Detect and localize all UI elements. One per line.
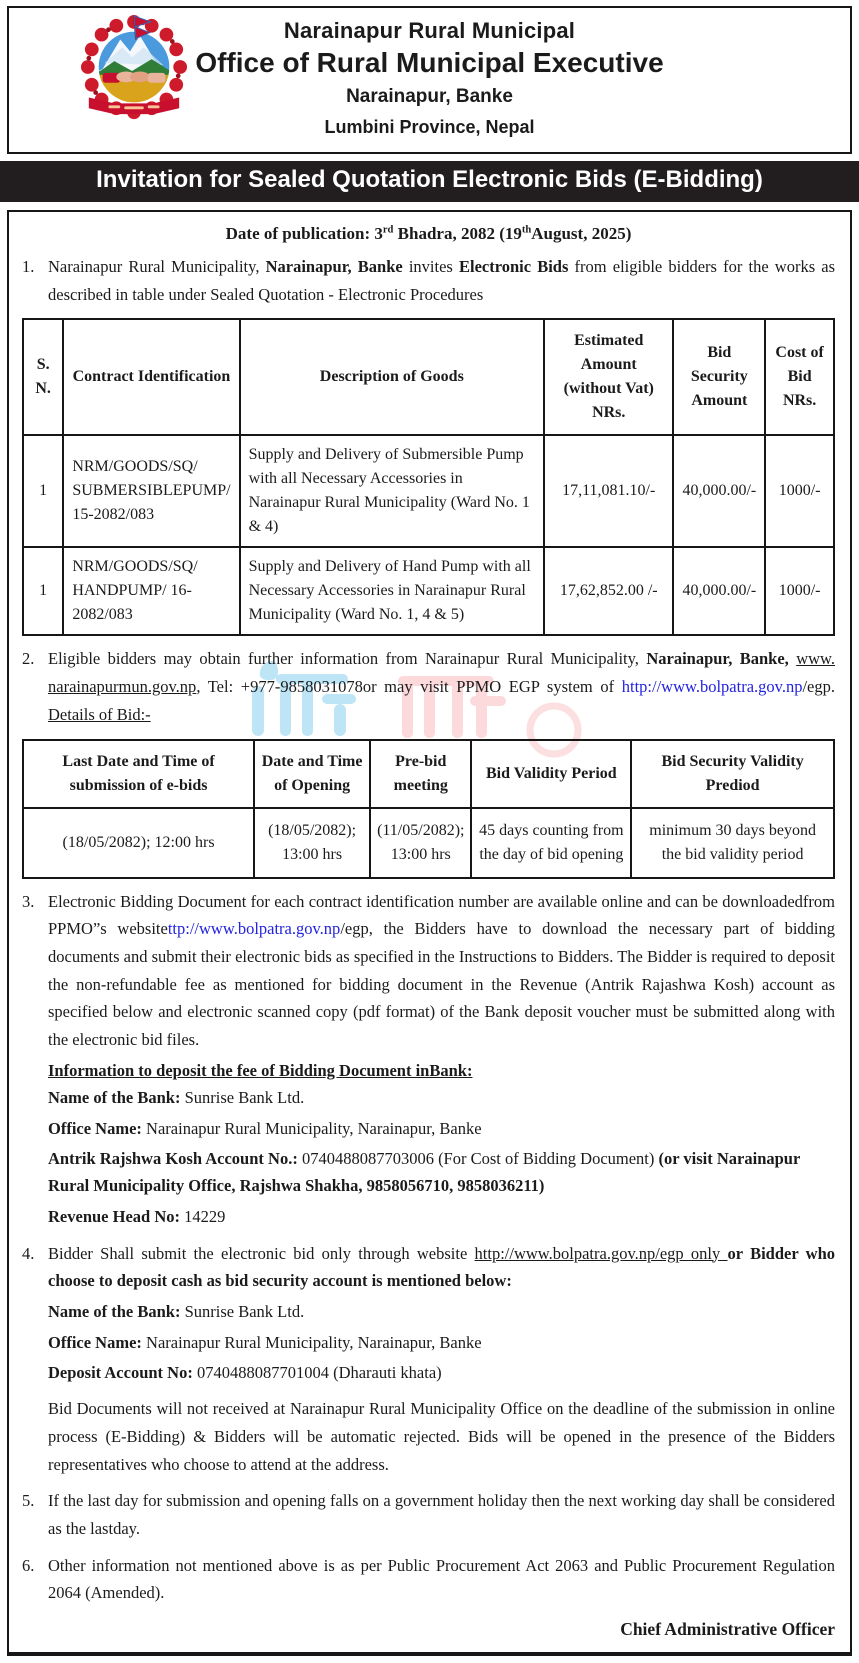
- text-segment: Eligible bidders may obtain further information from Narainapur Rural Municipality,: [48, 649, 647, 669]
- clause-6: [22, 1552, 835, 1607]
- column-header-estimated: Estimated Amount (without Vat) NRs.: [544, 319, 673, 435]
- org-name: Narainapur Rural Municipal: [283, 18, 576, 43]
- table-row: [23, 547, 834, 635]
- text-segment: Office Name:: [48, 1332, 142, 1352]
- text-segment: /egp.: [802, 677, 835, 697]
- office-name: Office of Rural Municipal Executive: [195, 47, 664, 78]
- text-segment: , Tel: +977-9858031078or may visit PPMO EGP system of: [196, 677, 622, 697]
- text-segment: (or visit Narainapur Rural Municipality Office, Rajshwa Shakha, 9858056710, 9858036211): [48, 1149, 800, 1196]
- text-segment: Name of the Bank:: [48, 1087, 181, 1107]
- text-segment: 14229: [179, 1206, 226, 1226]
- office-province: Lumbini Province, Nepal: [324, 117, 535, 137]
- text-segment: Antrik Rajshwa Kosh Account No.:: [48, 1149, 298, 1169]
- clause-4-text: [48, 1240, 835, 1295]
- deposit-account-line: [48, 1360, 835, 1387]
- cell-last-date: (18/05/2082); 12:00 hrs: [23, 808, 254, 878]
- contracts-table: [22, 318, 835, 636]
- text-segment: from eligible bidders for the works as described in table under Sealed Quotation - Electronic Procedures: [48, 257, 835, 304]
- clause-2: [22, 645, 835, 728]
- office-name-line: [48, 1330, 835, 1357]
- clause-3-text: [48, 888, 835, 1054]
- cell-cost: 1000/-: [765, 435, 834, 547]
- clause-4: [22, 1240, 835, 1295]
- notice-body: [7, 210, 852, 1656]
- clause-5: [22, 1487, 835, 1542]
- cell-validity: 45 days counting from the day of bid opening: [471, 808, 631, 878]
- clause-4-note: Bid Documents will not received at Narainapur Rural Municipality Office on the deadline of the submission in online process (E-Bidding) & Bidders will be automatic rejected. Bids will be opened in the presence of the Bidders representatives who choose to attend at the address.: [48, 1399, 835, 1474]
- clause-5-number: 5.: [22, 1491, 35, 1511]
- column-header-last-date: Last Date and Time of submission of e-bids: [23, 740, 254, 808]
- office-location: Narainapur, Banke: [346, 86, 513, 107]
- text-segment: Bhadra, 2082 (19: [393, 224, 522, 243]
- nepal-government-emblem-icon: [75, 14, 193, 124]
- text-segment: rd: [382, 224, 394, 236]
- text-segment: invites: [402, 257, 459, 276]
- text-segment: Narainapur Rural Municipality, Narainapur, Banke: [141, 1332, 482, 1352]
- column-header-description: Description of Goods: [240, 319, 544, 435]
- text-segment: 0740488087701004 (Dharauti khata): [192, 1363, 442, 1383]
- text-segment: or Bidder who choose to deposit cash as bid security account is mentioned below:: [48, 1243, 835, 1291]
- column-header-opening: Date and Time of Opening: [254, 740, 370, 808]
- clause-1: [22, 253, 835, 308]
- text-segment: th: [521, 224, 532, 236]
- text-segment: Details of Bid:-: [48, 704, 151, 724]
- notice-title: Invitation for Sealed Quotation Electronic Bids (E-Bidding): [96, 166, 763, 193]
- column-header-sec-validity: Bid Security Validity Prediod: [631, 740, 834, 808]
- table-row: [23, 435, 834, 547]
- revenue-head-line: [48, 1204, 835, 1231]
- clause-1-number: 1.: [22, 257, 35, 276]
- text-segment: /egp, the Bidders have to download the necessary part of bidding documents and submit their electronic bids as specified in the Instructions to Bidders. The Bidder is required to deposit the non-refundable fee as mentioned for bidding document in the Revenue (Antrik Rajashwa Kosh) account as specified below and electronic scanned copy (pdf format) of the Bank deposit voucher must be submitted along with the electronic bid files.: [48, 919, 835, 1050]
- cell-contract: NRM/GOODS/SQ/ HANDPUMP/ 16-2082/083: [63, 547, 239, 635]
- clause-5-text: If the last day for submission and opening falls on a government holiday then the next working day shall be considered as the lastday.: [48, 1491, 835, 1538]
- cell-description: Supply and Delivery of Hand Pump with all Necessary Accessories in Narainapur Rural Municipality (Ward No. 1, 4 & 5): [240, 547, 544, 635]
- contracts-table-header-row: [23, 319, 834, 435]
- text-segment: Sunrise Bank Ltd.: [180, 1301, 305, 1321]
- clause-1-text: [48, 253, 835, 308]
- text-segment: 0740488087703006 (For Cost of Bidding Document): [297, 1149, 659, 1169]
- text-segment: Name of the Bank:: [48, 1301, 181, 1321]
- inline-link[interactable]: www. narainapurmun.gov.np: [48, 649, 835, 697]
- inline-link[interactable]: http://www.bolpatra.gov.np: [621, 677, 803, 697]
- clause-6-number: 6.: [22, 1555, 35, 1575]
- column-header-validity: Bid Validity Period: [471, 740, 631, 808]
- notice-title-banner: [0, 161, 859, 202]
- bank-name-line: [48, 1085, 835, 1112]
- column-header-security: Bid Security Amount: [673, 319, 765, 435]
- text-segment: Revenue Head No:: [48, 1206, 180, 1226]
- cell-estimated: 17,62,852.00 /-: [544, 547, 673, 635]
- text-segment: Date of publication: 3: [225, 224, 383, 243]
- cell-sn: 1: [23, 435, 63, 547]
- text-segment: Narainapur Rural Municipality,: [48, 257, 266, 276]
- office-name-line: [48, 1116, 835, 1143]
- column-header-cost: Cost of Bid NRs.: [765, 319, 834, 435]
- clause-2-number: 2.: [22, 649, 35, 669]
- cell-prebid: (11/05/2082); 13:00 hrs: [370, 808, 471, 878]
- text-segment: Narainapur Rural Municipality, Narainapur, Banke: [141, 1118, 482, 1138]
- cell-cost: 1000/-: [765, 547, 834, 635]
- cell-contract: NRM/GOODS/SQ/ SUBMERSIBLEPUMP/ 15-2082/083: [63, 435, 239, 547]
- cell-estimated: 17,11,081.10/-: [544, 435, 673, 547]
- document-page: [0, 6, 859, 1656]
- text-segment: Sunrise Bank Ltd.: [180, 1087, 305, 1107]
- text-segment: Deposit Account No:: [48, 1363, 193, 1383]
- text-segment: Electronic Bidding Document for each contract identification number are available online and can be downloadedfrom PPMO”s website: [48, 891, 835, 939]
- cell-sn: 1: [23, 547, 63, 635]
- cell-security: 40,000.00/-: [673, 435, 765, 547]
- clause-3: [22, 888, 835, 1054]
- column-header-contract: Contract Identification: [63, 319, 239, 435]
- inline-link[interactable]: http://www.bolpatra.gov.np/egp only: [474, 1243, 728, 1263]
- clause-2-text: [48, 645, 835, 728]
- text-segment: Electronic Bids: [458, 257, 569, 276]
- bid-details-table: [22, 739, 835, 879]
- column-header-prebid: Pre-bid meeting: [370, 740, 471, 808]
- cell-description: Supply and Delivery of Submersible Pump with all Necessary Accessories in Narainapur Rural Municipality (Ward No. 1 & 4): [240, 435, 544, 547]
- table-row: [23, 808, 834, 878]
- text-segment: Bidder Shall submit the electronic bid only through website: [48, 1243, 475, 1263]
- inline-link[interactable]: ttp://www.bolpatra.gov.np: [167, 919, 341, 939]
- clause-4-number: 4.: [22, 1243, 35, 1263]
- text-segment: Narainapur, Banke: [265, 257, 403, 276]
- text-segment: Narainapur, Banke,: [646, 649, 797, 669]
- cell-sec-validity: minimum 30 days beyond the bid validity period: [631, 808, 834, 878]
- bid-details-header-row: [23, 740, 834, 808]
- cell-security: 40,000.00/-: [673, 547, 765, 635]
- letterhead: [7, 6, 852, 154]
- publication-date: [22, 224, 835, 244]
- signatory-title: Chief Administrative Officer: [620, 1619, 835, 1640]
- kosh-account-line: [48, 1146, 835, 1199]
- text-segment: Office Name:: [48, 1118, 142, 1138]
- clause-6-text: Other information not mentioned above is as per Public Procurement Act 2063 and Public Procurement Regulation 2064 (Amended).: [48, 1555, 835, 1603]
- clause-3-number: 3.: [22, 891, 35, 911]
- bank-name-line: [48, 1299, 835, 1326]
- bank-info-heading: Information to deposit the fee of Bidding Document inBank:: [48, 1060, 473, 1080]
- text-segment: August, 2025): [531, 224, 632, 243]
- cell-opening: (18/05/2082); 13:00 hrs: [254, 808, 370, 878]
- column-header-sn: S. N.: [23, 319, 63, 435]
